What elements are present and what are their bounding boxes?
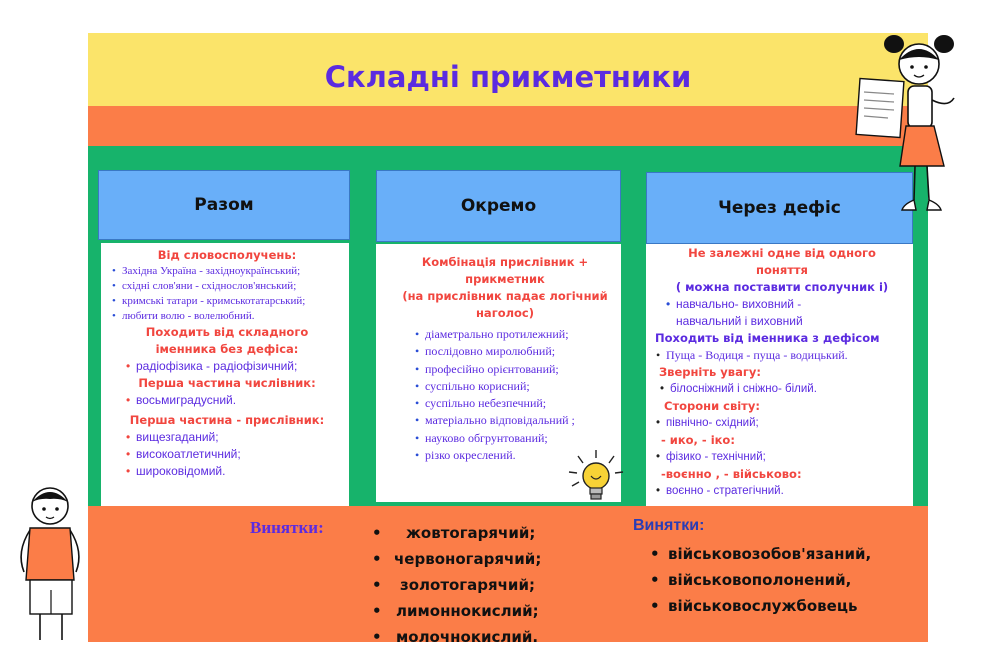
col3-line: Походить від іменника з дефісом <box>655 331 880 345</box>
note-line: (на прислівник падає логічний <box>402 289 608 303</box>
column-heading-together: Разом <box>98 170 350 240</box>
list-item: • високоатлетичний; <box>125 446 343 463</box>
list-item: • молочнокислий. <box>370 624 541 650</box>
col1-numeral-list <box>111 392 343 409</box>
col3-line: -воєнно , - військово: <box>661 467 802 481</box>
col1-adverb-list <box>111 429 343 480</box>
list-item: • східні слов'яни - східнослов'янський; <box>111 279 343 294</box>
list-item: • любити волю - волелюбний. <box>111 309 343 324</box>
list-item: • північно- східний; <box>655 415 909 432</box>
col2-list <box>376 326 621 464</box>
list-item: • військовополонений, <box>648 567 871 593</box>
exceptions-label-right: Винятки: <box>633 517 705 534</box>
note-line: наголос) <box>475 306 534 320</box>
note-line: прикметник <box>465 272 545 286</box>
list-item: • лимоннокислий; <box>370 598 541 624</box>
col1-phrases-list <box>111 264 343 324</box>
column-body-together <box>101 243 349 506</box>
list-item: • Західна Україна - західноукраїнський; <box>111 264 343 279</box>
note-line: Комбінація прислівник + <box>421 255 589 269</box>
col2-note <box>376 254 634 322</box>
list-item: • діаметрально протилежний; <box>414 326 621 343</box>
list-item: • кримські татари - кримськотатарський; <box>111 294 343 309</box>
list-item: • військовослужбовець <box>648 593 871 619</box>
list-item: • професійно орієнтований; <box>414 361 621 378</box>
list-item: • різко окреслений. <box>414 447 621 464</box>
list-item: • воєнно - стратегічний. <box>655 483 909 500</box>
boy-illustration <box>8 484 88 642</box>
list-item: • білосніжний і сніжно- білий. <box>659 381 909 398</box>
col3-line: - ико, - іко: <box>661 433 735 447</box>
exceptions-list-right <box>648 541 871 619</box>
list-item: • фізико - технічний; <box>655 449 909 466</box>
list-item: • червоногарячий; <box>370 546 541 572</box>
list-item: • науково обгрунтований; <box>414 430 621 447</box>
col3-line: Не залежні одне від одного <box>688 246 876 260</box>
column-body-hyphen <box>646 244 913 506</box>
list-item: • золотогарячий; <box>370 572 541 598</box>
list-item: • радіофізика - радіофізичний; <box>125 358 343 375</box>
orange-strip <box>88 106 928 146</box>
list-item: • вищезгаданий; <box>125 429 343 446</box>
col1-noun-list <box>111 358 343 375</box>
list-item: • суспільно корисний; <box>414 378 621 395</box>
exceptions-list-left <box>370 520 541 650</box>
list-item: • широковідомий. <box>125 463 343 480</box>
list-item: • Пуща - Водиця - пуща - водицький. <box>655 347 909 364</box>
col3-line: навчальний і виховний <box>676 314 803 328</box>
list-item: • восьмиградусний. <box>125 392 343 409</box>
col3-line: ( можна поставити сполучник і) <box>675 280 889 294</box>
column-heading-hyphen: Через дефіс <box>646 172 913 244</box>
list-item: • послідовно миролюбний; <box>414 343 621 360</box>
col1-heading-adverb: Перша частина - прислівник: <box>129 413 325 427</box>
list-item: • жовтогарячий; <box>370 520 541 546</box>
exceptions-label-left: Винятки: <box>250 518 324 537</box>
page-title: Складні прикметники <box>324 60 692 94</box>
list-item: • військовозобов'язаний, <box>648 541 871 567</box>
col3-line: поняття <box>756 263 808 277</box>
col1-heading-noun: Походить від складного іменника без дефіса: <box>145 325 309 356</box>
col3-line: Зверніть увагу: <box>659 365 761 379</box>
lightbulb-icon <box>566 448 626 508</box>
list-item: • навчально- виховний - <box>665 296 909 313</box>
col3-line: Сторони світу: <box>664 399 760 413</box>
list-item: • матеріально відповідальний ; <box>414 412 621 429</box>
girl-with-paper-illustration <box>852 30 962 220</box>
col1-heading-phrases: Від словосполучень: <box>157 248 297 262</box>
col1-heading-numeral: Перша частина числівник: <box>138 376 316 390</box>
column-heading-separately: Окремо <box>376 170 621 242</box>
list-item: • суспільно небезпечний; <box>414 395 621 412</box>
